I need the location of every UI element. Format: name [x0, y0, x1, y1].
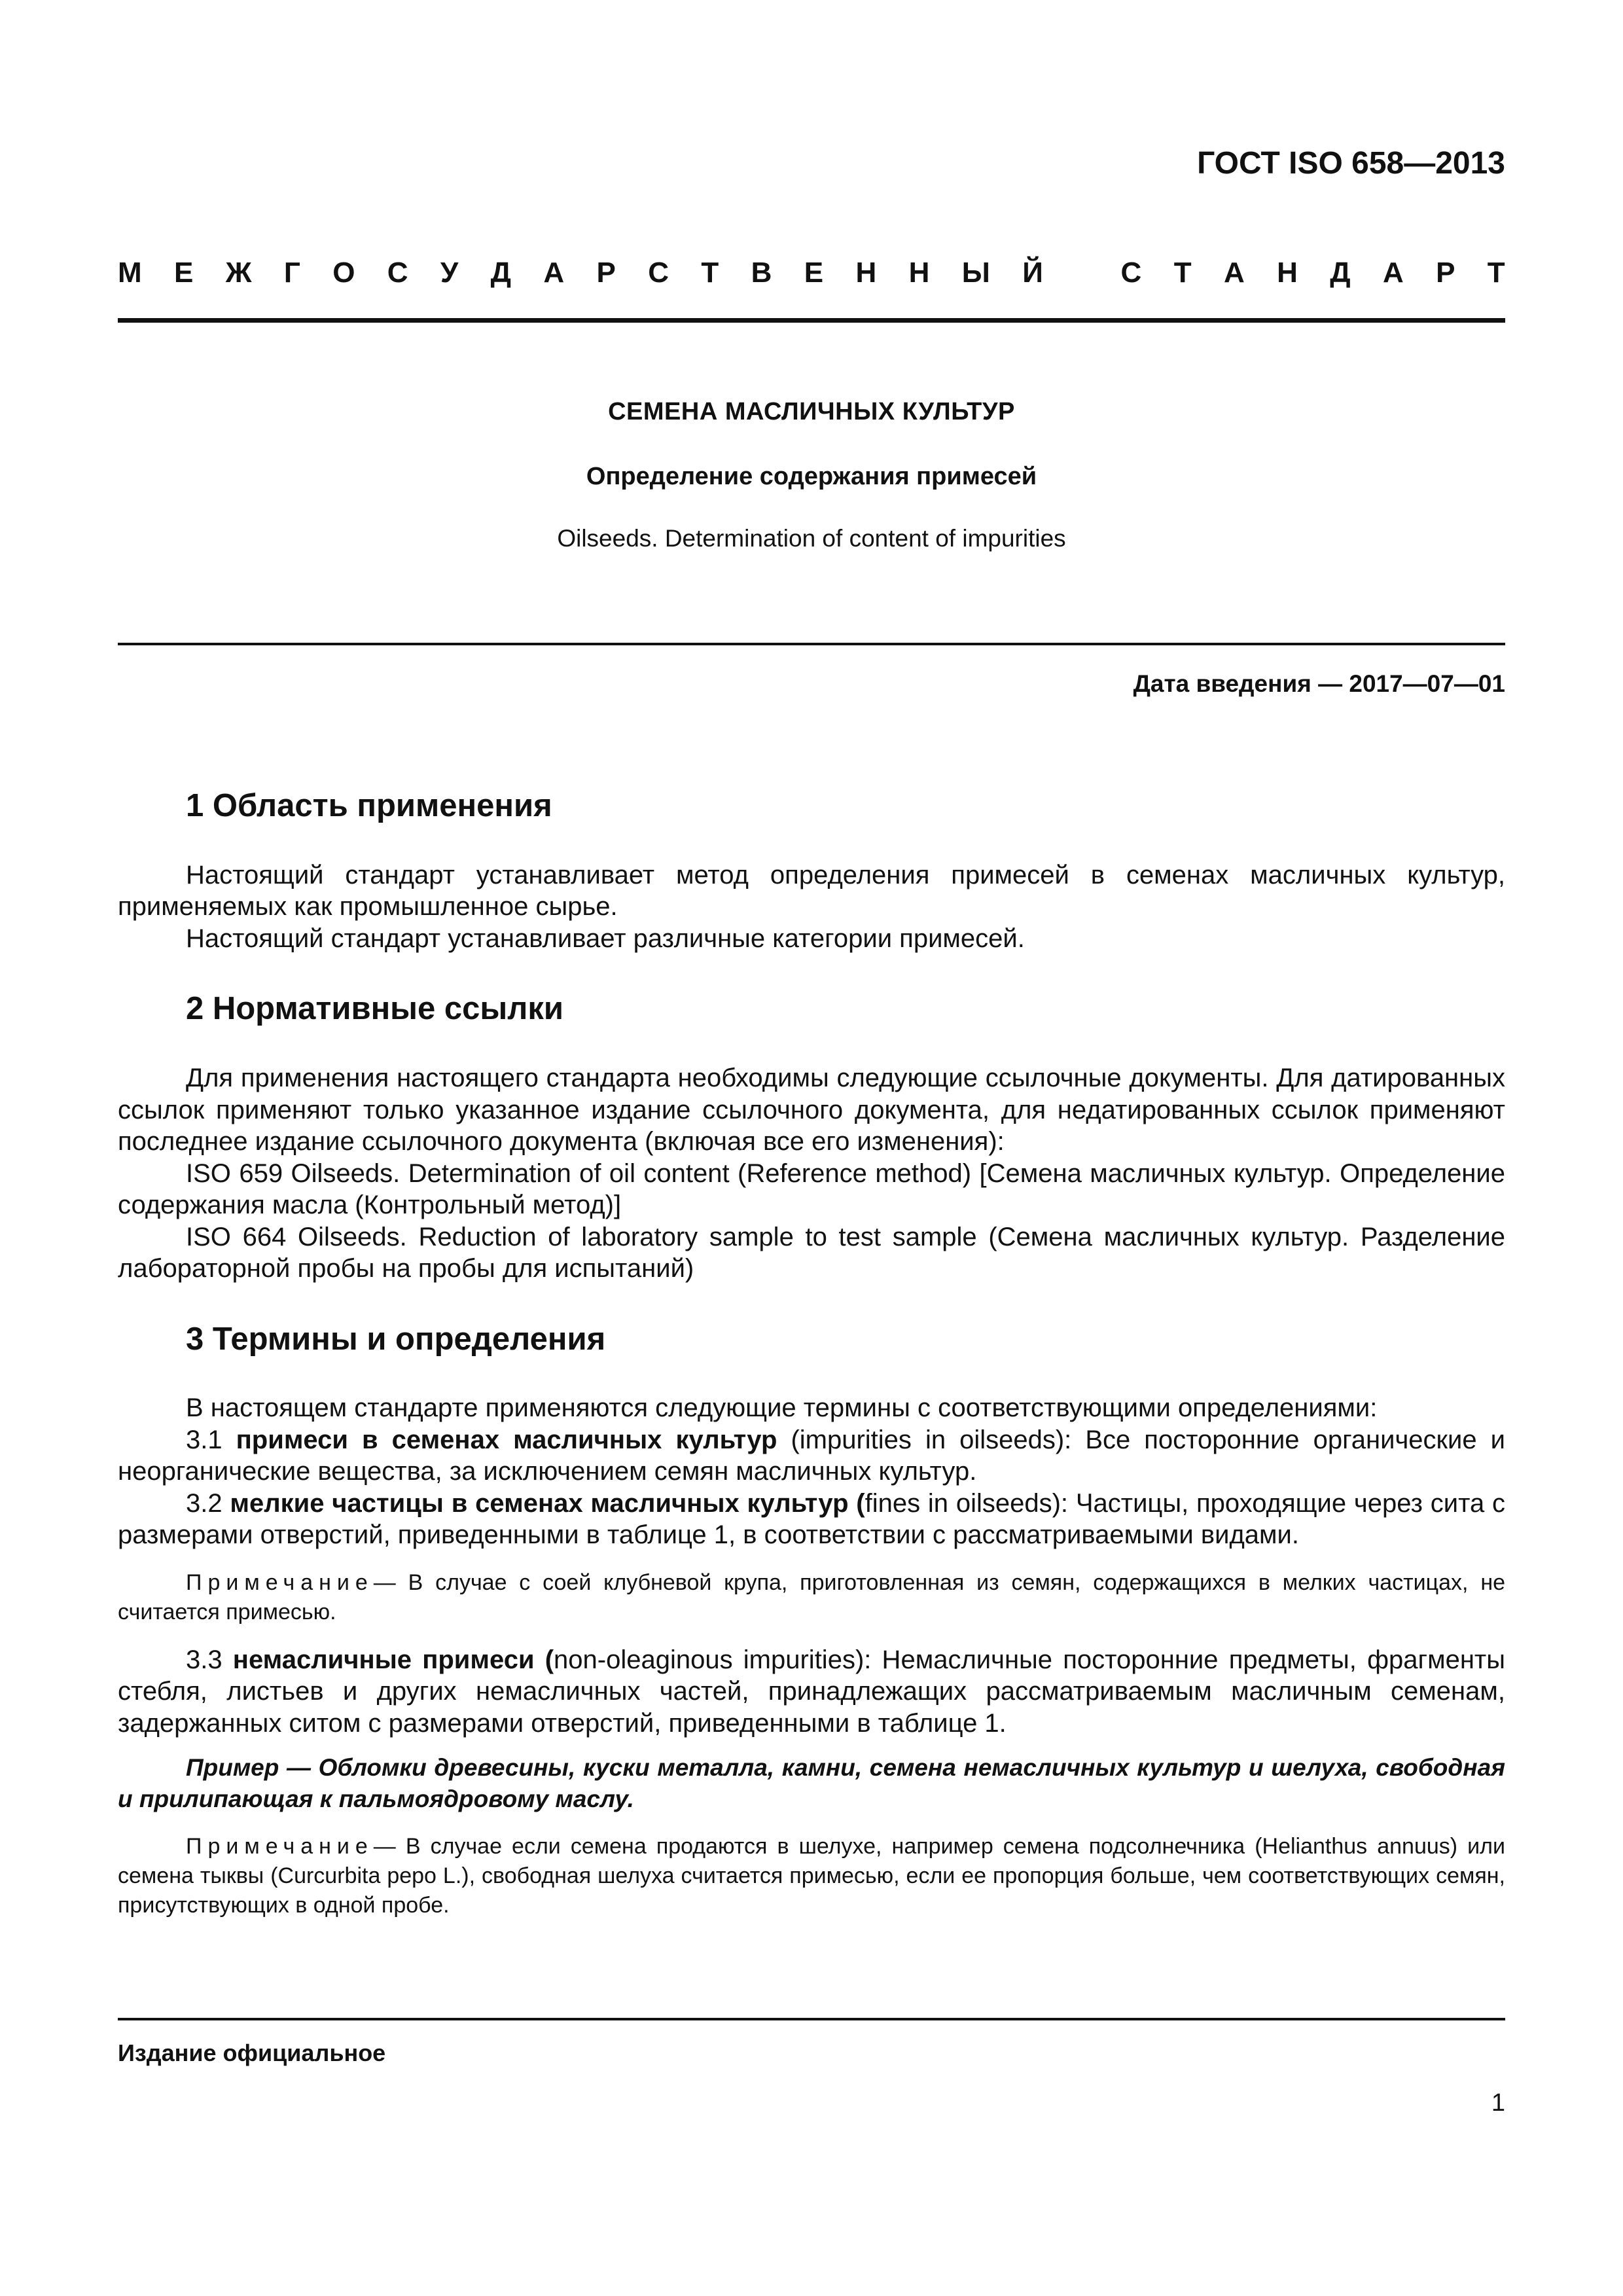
note-text: — В случае с соей клубневой крупа, приготовленная из семян, содержащихся в мелких частицах, не считается примесью.: [118, 1570, 1505, 1624]
term-3-1: [118, 1424, 1505, 1488]
title-divider: [118, 643, 1505, 645]
interstate-heading-letter: Й: [1022, 257, 1043, 289]
reference-iso-659: ISO 659 Oilseeds. Determination of oil content (Reference method) [Семена масличных культур. Определение содержания масла (Контрольный метод)]: [118, 1158, 1505, 1220]
section-3-heading: 3 Термины и определения: [186, 1321, 606, 1357]
interstate-heading-letter: Ы: [961, 257, 990, 289]
interstate-heading-letter: Т: [701, 257, 719, 289]
term-number: 3.2: [186, 1488, 230, 1518]
example-text: Пример — Обломки древесины, куски металла, камни, семена немасличных культур и шелуха, свободная и прилипающая к пальмоядровому маслу.: [118, 1754, 1505, 1813]
interstate-heading-letter: Г: [283, 257, 300, 289]
interstate-heading-letter: Д: [1330, 257, 1351, 289]
section-1-paragraph: Настоящий стандарт устанавливает различные категории примесей.: [186, 924, 1025, 953]
title-english: Oilseeds. Determination of content of impurities: [557, 525, 1066, 552]
term-name: примеси в семенах масличных культур: [236, 1425, 777, 1454]
term-3-3: [118, 1644, 1505, 1740]
interstate-heading-letter: Р: [596, 257, 616, 289]
interstate-heading-letter: А: [1382, 257, 1404, 289]
interstate-heading-letter: С: [1120, 257, 1142, 289]
section-2-heading: 2 Нормативные ссылки: [186, 991, 563, 1027]
introduction-date: Дата введения — 2017—07—01: [1133, 670, 1505, 697]
interstate-heading-letter: А: [543, 257, 565, 289]
section-2-paragraph: Для применения настоящего стандарта необходимы следующие ссылочные документы. Для датированных ссылок применяют только указанное издание ссылочного документа, для недатированных ссылок применяют последнее издание ссылочного документа (включая все его изменения):: [118, 1064, 1505, 1157]
interstate-heading-letter: С: [648, 257, 669, 289]
document-body: [118, 787, 1505, 1937]
note-2: [118, 1832, 1505, 1920]
footer-divider: [118, 2018, 1505, 2020]
term-name: немасличные примеси (: [232, 1645, 554, 1674]
interstate-heading-letter: Е: [804, 257, 824, 289]
term-3-2: [118, 1488, 1505, 1551]
interstate-heading-letter: В: [751, 257, 772, 289]
section-3-intro: В настоящем стандарте применяются следующие термины с соответствующими определениями:: [186, 1393, 1378, 1423]
term-number: 3.1: [186, 1425, 236, 1454]
interstate-heading-letter: Ж: [225, 257, 252, 289]
interstate-heading-letter: У: [440, 257, 459, 289]
interstate-heading-letter: Д: [490, 257, 512, 289]
interstate-heading-letter: Т: [1173, 257, 1192, 289]
interstate-heading-letter: Н: [855, 257, 877, 289]
interstate-heading-letter: Н: [1277, 257, 1298, 289]
term-definition: fines in oilseeds): Частицы, проходящие через сита с размерами отверстий, приведенными в таблице 1, в соответствии с рассматриваемыми видами.: [118, 1488, 1506, 1550]
term-definition: (impurities in oilseeds): Все посторонние органические и неорганические вещества, за исключением семян масличных культур.: [118, 1425, 1506, 1486]
interstate-heading-letter: А: [1223, 257, 1245, 289]
note-text: — В случае если семена продаются в шелухе, например семена подсолнечника (Helianthus annuus) или семена тыквы (Curcurbita pepo L.), свободная шелуха считается примесью, если ее пропорция больше, чем соответствующих семян, присутствующих в одной пробе.: [118, 1834, 1505, 1918]
interstate-heading-letter: Н: [908, 257, 930, 289]
term-name: мелкие частицы в семенах масличных культур (: [230, 1488, 865, 1518]
term-definition: non-oleaginous impurities): Немасличные посторонние предметы, фрагменты стебля, листьев и других немасличных частей, принадлежащих рассматриваемым масличным семенам, задержанных ситом с размерами отверстий, приведенными в таблице 1.: [118, 1645, 1506, 1738]
reference-iso-664: ISO 664 Oilseeds. Reduction of laboratory sample to test sample (Семена масличных культур. Разделение лабораторной пробы на пробы для испытаний): [118, 1222, 1505, 1283]
page-number: 1: [1491, 2089, 1505, 2117]
interstate-standard-heading: [118, 257, 1505, 289]
official-edition-label: Издание официальное: [118, 2039, 386, 2066]
interstate-heading-letter: М: [118, 257, 142, 289]
note-label: Примечание: [186, 1570, 374, 1595]
interstate-heading-letter: Е: [174, 257, 194, 289]
interstate-heading-letter: Р: [1436, 257, 1455, 289]
term-number: 3.3: [186, 1645, 233, 1674]
interstate-heading-letter: [1075, 257, 1088, 289]
interstate-heading-letter: С: [387, 257, 408, 289]
interstate-heading-letter: О: [332, 257, 355, 289]
section-1-paragraph: Настоящий стандарт устанавливает метод определения примесей в семенах масличных культур, применяемых как промышленное сырье.: [118, 860, 1505, 922]
document-number: ГОСТ ISO 658—2013: [1197, 146, 1505, 181]
title-main: СЕМЕНА МАСЛИЧНЫХ КУЛЬТУР: [608, 398, 1015, 425]
note-label: Примечание: [186, 1834, 374, 1859]
title-block: [118, 398, 1505, 552]
interstate-heading-letter: Т: [1487, 257, 1505, 289]
section-1-heading: 1 Область применения: [186, 788, 552, 823]
note-1: [118, 1568, 1505, 1627]
header-divider: [118, 318, 1505, 323]
title-sub: Определение содержания примесей: [586, 463, 1037, 490]
